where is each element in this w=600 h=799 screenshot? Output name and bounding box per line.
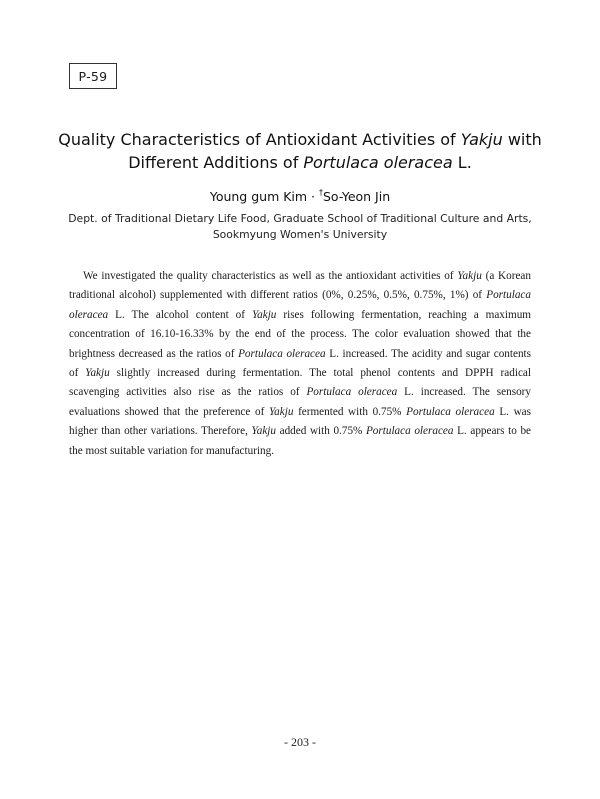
abstract (69, 267, 531, 461)
title-text: with (502, 130, 542, 149)
title-italic-term: Portulaca oleracea (303, 153, 453, 172)
author-name: So-Yeon Jin (323, 189, 391, 204)
author-name: Young gum Kim · (209, 189, 319, 204)
affiliation-line: Dept. of Traditional Dietary Life Food, Graduate School of Traditional Culture and Arts, (68, 212, 532, 225)
corresponding-author-mark: † (319, 188, 323, 197)
abstract-paragraph: We investigated the quality characteristics as well as the antioxidant activities of Yakju (a Korean traditional alcohol) supplemented with different ratios (0%, 0.25%, 0.5%, 0.75%, 1%) of Portulaca oleracea L. The alcohol content of Yakju rises following fermentation, reaching a maximum concentration of 16.10-16.33% by the end of the process. The color evaluation showed that the brightness decreased as the ratios of Portulaca oleracea L. increased. The acidity and sugar contents of Yakju slightly increased during fermentation. The total phenol contents and DPPH radical scavenging activities also rise as the ratios of Portulaca oleracea L. increased. The sensory evaluations showed that the preference of Yakju fermented with 0.75% Portulaca oleracea L. was higher than other variations. Therefore, Yakju added with 0.75% Portulaca oleracea L. appears to be the most suitable variation for manufacturing. (69, 270, 532, 457)
author-list (40, 188, 560, 204)
title-line-2 (40, 151, 560, 174)
title-italic-term: Yakju (460, 130, 503, 149)
affiliation (40, 211, 560, 243)
title-text: L. (452, 153, 472, 172)
paper-title (40, 128, 560, 174)
affiliation-line: Sookmyung Women's University (212, 228, 388, 241)
title-text: Different Additions of (128, 153, 304, 172)
title-text: Quality Characteristics of Antioxidant Activities of (58, 130, 461, 149)
page-number: - 203 - (284, 735, 316, 749)
title-line-1 (40, 128, 560, 151)
poster-number-label: P-59 (69, 63, 117, 89)
